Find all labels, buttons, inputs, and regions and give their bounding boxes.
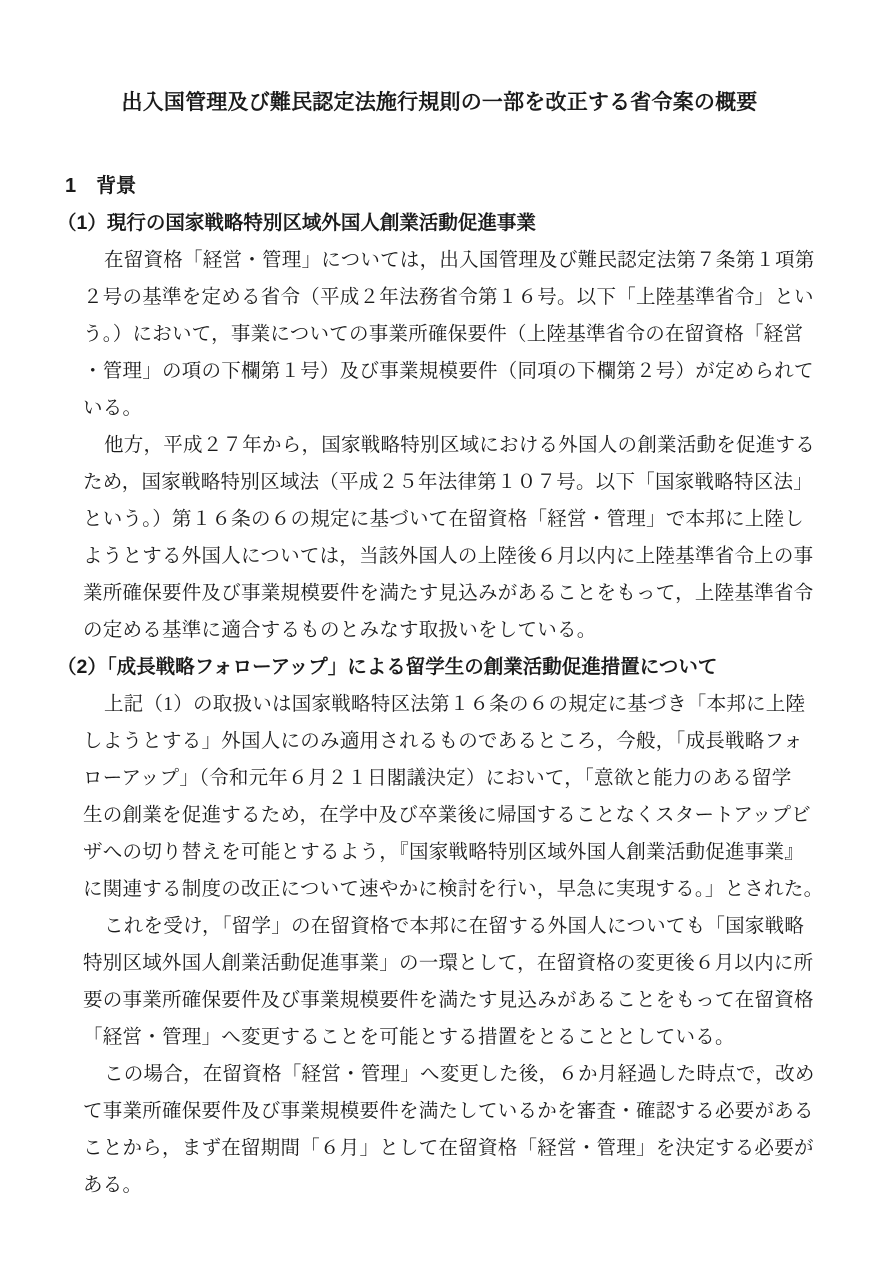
body-line: という。）第１６条の６の規定に基づいて在留資格「経営・管理」で本邦に上陸し [83,509,805,530]
body-line: いる。 [83,398,143,419]
body-line: 「経営・管理」へ変更することを可能とする措置をとることとしている。 [83,1027,735,1048]
body-line: 他方，平成２７年から，国家戦略特別区域における外国人の創業活動を促進する [104,435,816,456]
body-line: う。）において，事業についての事業所確保要件（上陸基準省令の在留資格「経営 [83,324,804,345]
body-line: 業所確保要件及び事業規模要件を満たす見込みがあることをもって，上陸基準省令 [83,583,814,604]
body-line: の定める基準に適合するものとみなす取扱いをしている。 [83,620,597,641]
body-line: ため，国家戦略特別区域法（平成２５年法律第１０７号。以下「国家戦略特区法」 [83,472,813,493]
body-line: 上記（1）の取扱いは国家戦略特区法第１６条の６の規定に基づき「本邦に上陸 [104,694,806,715]
document-body [57,168,824,1204]
body-line: 特別区域外国人創業活動促進事業」の一環として，在留資格の変更後６月以内に所 [83,953,814,974]
document-title: 出入国管理及び難民認定法施行規則の一部を改正する省令案の概要 [121,91,758,114]
body-line: に関連する制度の改正について速やかに検討を行い，早急に実現する。」とされた。 [83,879,824,900]
body-line: ２号の基準を定める省令（平成２年法務省令第１６号。以下「上陸基準省令」とい [83,287,814,308]
body-line: て事業所確保要件及び事業規模要件を満たしているかを審査・確認する必要がある [83,1101,814,1122]
paragraph-current-program [83,242,815,427]
body-line: この場合，在留資格「経営・管理」へ変更した後，６か月経過した時点で，改め [104,1064,815,1085]
body-line: ローアップ」（令和元年６月２１日閣議決定）において，「意欲と能力のある留学 [83,768,792,789]
paragraph-special-zone-law [83,427,816,649]
body-line: ようとする外国人については，当該外国人の上陸後６月以内に上陸基準省令上の事 [83,546,814,567]
body-line: 在留資格「経営・管理」については，出入国管理及び難民認定法第７条第１項第 [104,250,815,271]
paragraph-residence-period [83,1056,815,1204]
body-line: ・管理」の項の下欄第１号）及び事業規模要件（同項の下欄第２号）が定められて [83,361,814,382]
body-line: ある。 [83,1175,143,1196]
body-line: しようとする」外国人にのみ適用されるものであるところ，今般，「成長戦略フォ [83,731,804,752]
body-line: 要の事業所確保要件及び事業規模要件を満たす見込みがあることをもって在留資格 [83,990,814,1011]
section-heading-background: 1 背景 [65,175,137,197]
subsection-1-heading: （1）現行の国家戦略特別区域外国人創業活動促進事業 [57,212,536,234]
subsection-2-heading: （2）「成長戦略フォローアップ」による留学生の創業活動促進措置について [57,656,718,678]
body-line: ザへの切り替えを可能とするよう，『国家戦略特別区域外国人創業活動促進事業』 [83,842,805,863]
body-line: これを受け，「留学」の在留資格で本邦に在留する外国人についても「国家戦略 [104,916,805,937]
body-line: 生の創業を促進するため，在学中及び卒業後に帰国することなくスタートアップビ [83,805,812,826]
body-line: ことから，まず在留期間「６月」として在留資格「経営・管理」を決定する必要が [83,1138,814,1159]
paragraph-growth-strategy [83,686,824,908]
paragraph-status-change [83,908,814,1056]
